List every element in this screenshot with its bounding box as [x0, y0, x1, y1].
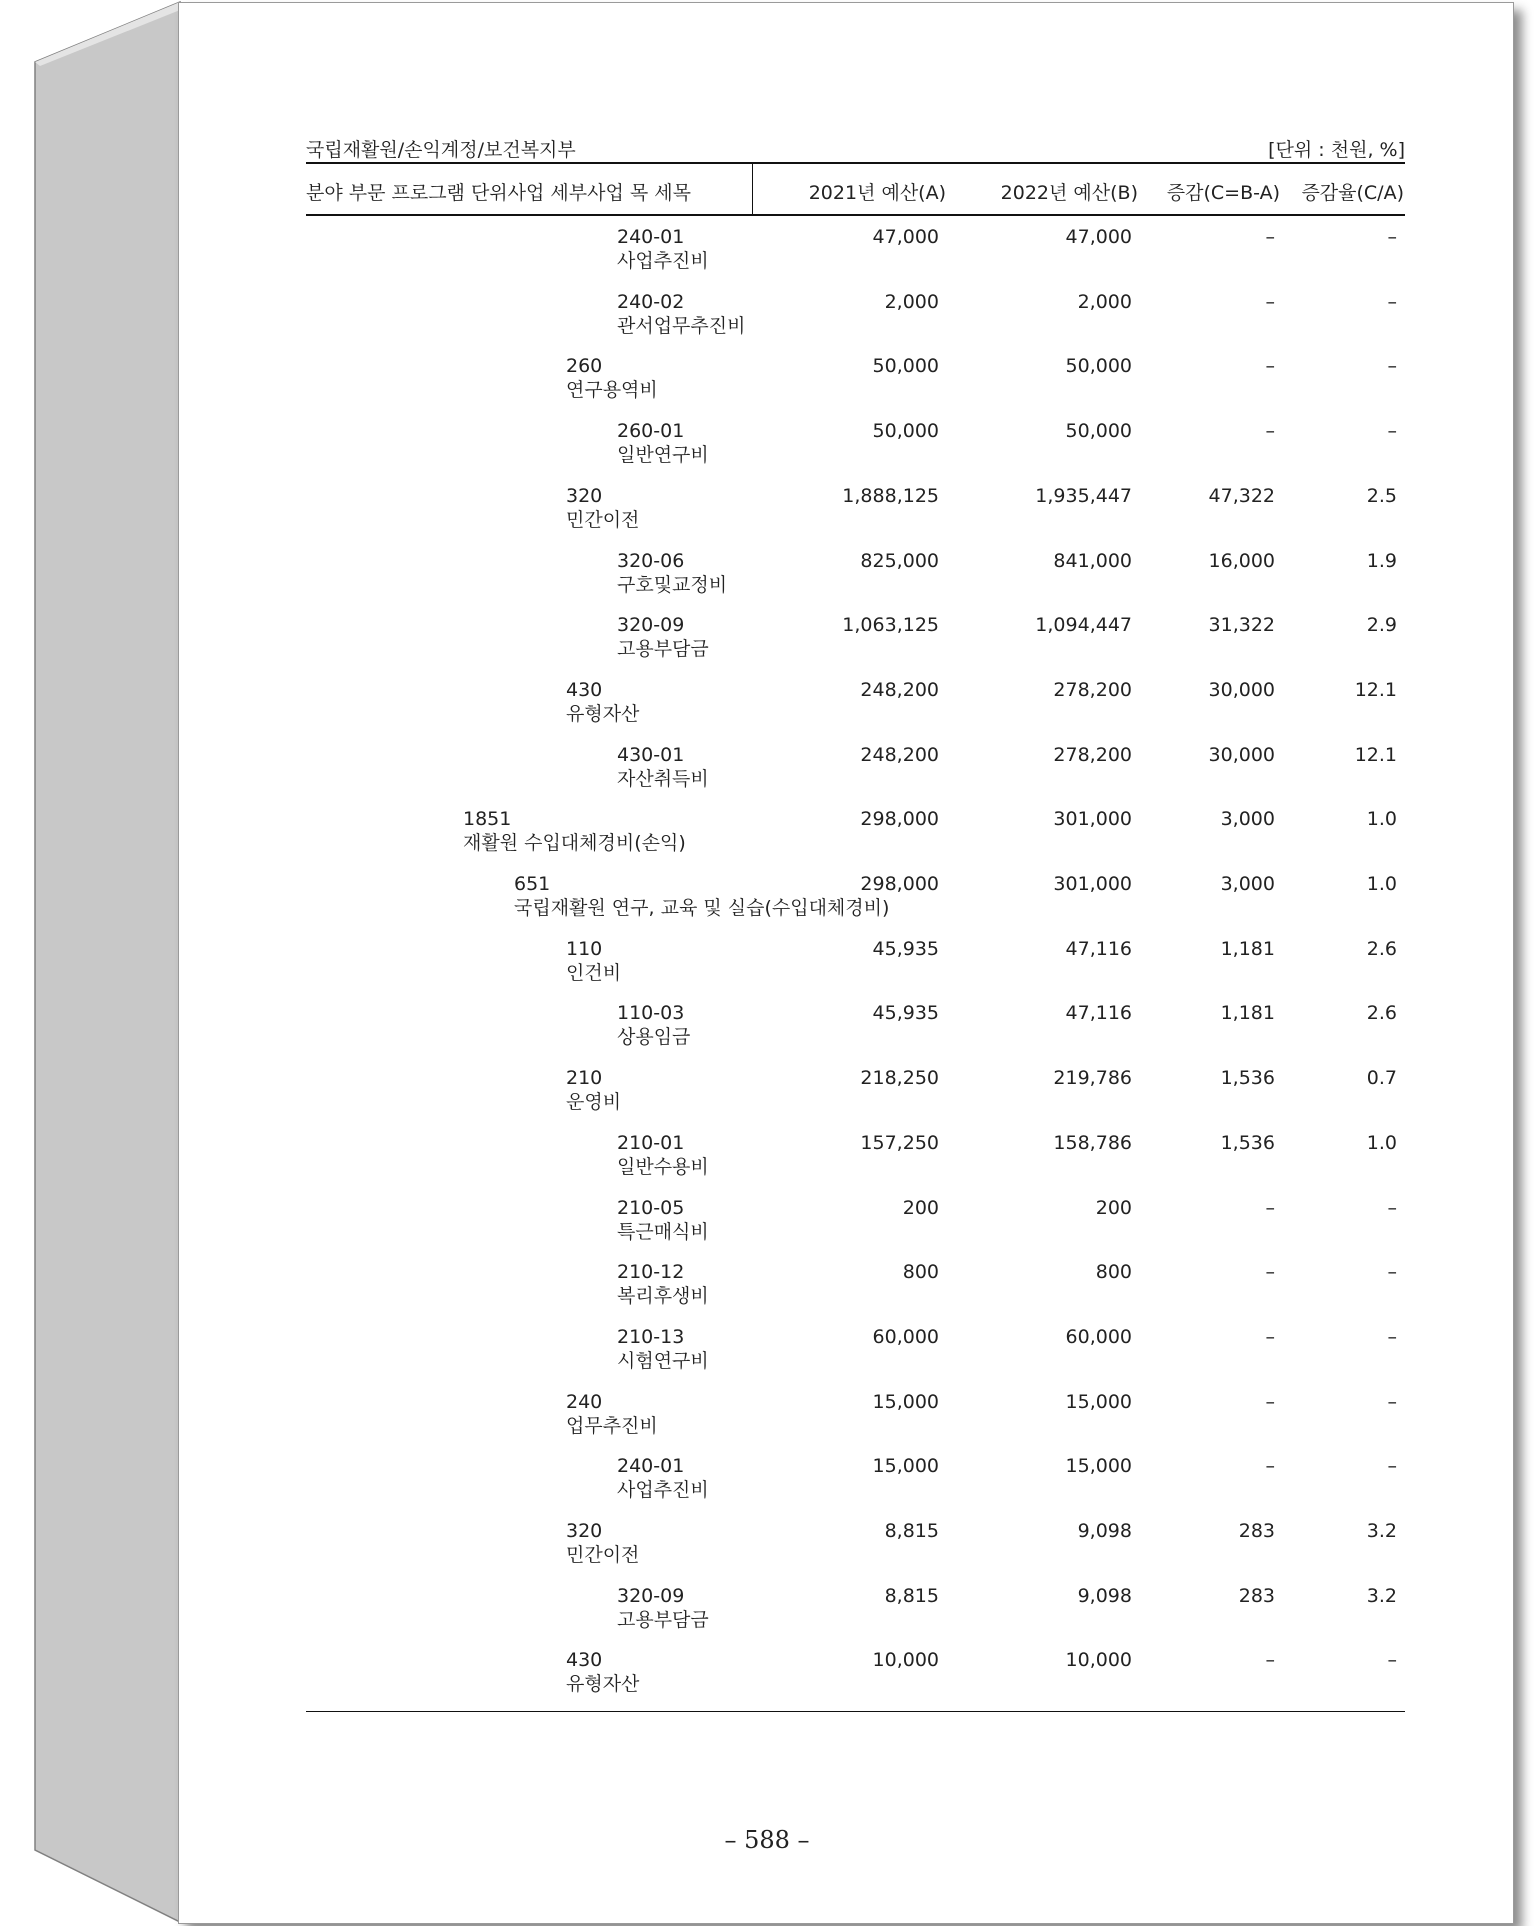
row-change: 283: [1238, 1520, 1275, 1542]
row-code: 1851: [463, 808, 512, 831]
row-name: 구호및교정비: [617, 573, 728, 596]
row-change: –: [1265, 1390, 1275, 1413]
row-change: –: [1265, 1649, 1275, 1672]
row-code: 240-02: [617, 290, 685, 313]
row-name: 사업추진비: [617, 1479, 709, 1502]
row-change: 1,181: [1220, 937, 1275, 960]
row-rate: –: [1387, 1649, 1397, 1672]
row-code: 110-03: [617, 1002, 685, 1025]
row-name: 고용부담금: [617, 638, 709, 661]
row-change: 1,536: [1220, 1131, 1275, 1154]
row-code: 430: [566, 1649, 603, 1672]
row-code: 210-13: [617, 1325, 685, 1348]
row-code: 210-01: [617, 1131, 685, 1154]
row-budget-2022: 50,000: [1065, 355, 1132, 378]
row-budget-2021: 1,888,125: [842, 484, 939, 507]
row-change: 30,000: [1208, 678, 1275, 701]
table-row: [0, 679, 1534, 743]
row-budget-2021: 47,000: [872, 226, 939, 248]
row-code: 240-01: [617, 1455, 685, 1478]
row-name: 고용부담금: [617, 1608, 709, 1631]
table-row: [0, 1649, 1534, 1713]
row-budget-2022: 841,000: [1053, 549, 1132, 572]
row-change: 31,322: [1208, 614, 1275, 637]
row-budget-2022: 9,098: [1077, 1584, 1132, 1607]
row-name: 사업추진비: [617, 250, 709, 272]
row-rate: 1.0: [1366, 1131, 1397, 1154]
row-code: 651: [514, 873, 551, 895]
document-title: 국립재활원/손익계정/보건복지부: [306, 139, 576, 161]
table-top-rule: [306, 162, 1405, 164]
table-row: [0, 873, 1534, 937]
row-name: 복리후생비: [617, 1285, 709, 1308]
row-name: 일반수용비: [617, 1155, 709, 1178]
row-change: –: [1265, 1325, 1275, 1348]
row-name: 국립재활원 연구, 교육 및 실습(수입대체경비): [514, 897, 890, 919]
row-name: 유형자산: [566, 702, 640, 725]
table-row: [0, 938, 1534, 1002]
row-budget-2021: 15,000: [872, 1390, 939, 1413]
row-code: 430: [566, 678, 603, 701]
row-budget-2021: 800: [902, 1261, 939, 1284]
row-budget-2022: 1,935,447: [1035, 484, 1132, 507]
row-code: 110: [566, 937, 603, 960]
row-name: 민간이전: [566, 1544, 640, 1566]
row-budget-2022: 158,786: [1053, 1131, 1132, 1154]
row-rate: 2.5: [1366, 484, 1397, 507]
row-code: 210-12: [617, 1261, 685, 1284]
row-rate: –: [1387, 355, 1397, 378]
row-budget-2021: 45,935: [872, 1002, 939, 1025]
row-budget-2021: 298,000: [860, 808, 939, 831]
row-name: 일반연구비: [617, 444, 709, 467]
row-budget-2022: 219,786: [1053, 1067, 1132, 1090]
row-name: 유형자산: [566, 1673, 640, 1696]
row-budget-2022: 15,000: [1065, 1455, 1132, 1478]
row-rate: 0.7: [1366, 1067, 1397, 1090]
row-code: 240-01: [617, 226, 685, 248]
header-budget-2022: 2022년 예산(B): [1000, 182, 1138, 204]
row-change: –: [1265, 1261, 1275, 1284]
header-change: 증감(C=B-A): [1166, 182, 1280, 204]
header-budget-2021: 2021년 예산(A): [808, 182, 946, 204]
table-row: [0, 1326, 1534, 1390]
row-budget-2021: 45,935: [872, 937, 939, 960]
row-change: –: [1265, 1455, 1275, 1478]
row-rate: –: [1387, 1325, 1397, 1348]
row-rate: –: [1387, 420, 1397, 443]
row-budget-2021: 50,000: [872, 355, 939, 378]
table-row: [0, 744, 1534, 808]
row-budget-2022: 278,200: [1053, 678, 1132, 701]
row-name: 업무추진비: [566, 1414, 658, 1437]
row-name: 민간이전: [566, 508, 640, 531]
unit-label: [단위 : 천원, %]: [1268, 139, 1405, 161]
table-row: [0, 1067, 1534, 1131]
row-budget-2021: 8,815: [884, 1584, 939, 1607]
row-budget-2022: 1,094,447: [1035, 614, 1132, 637]
row-budget-2021: 157,250: [860, 1131, 939, 1154]
row-code: 320-06: [617, 549, 685, 572]
row-rate: –: [1387, 290, 1397, 313]
row-budget-2021: 8,815: [884, 1520, 939, 1542]
row-budget-2021: 50,000: [872, 420, 939, 443]
row-budget-2022: 47,116: [1065, 937, 1132, 960]
row-change: 283: [1238, 1584, 1275, 1607]
header-category: 분야 부문 프로그램 단위사업 세부사업 목 세목: [306, 182, 691, 204]
row-code: 320: [566, 484, 603, 507]
header-rate: 증감율(C/A): [1301, 182, 1404, 204]
row-change: 1,181: [1220, 1002, 1275, 1025]
row-change: 3,000: [1220, 873, 1275, 895]
row-rate: 12.1: [1354, 743, 1397, 766]
row-budget-2021: 1,063,125: [842, 614, 939, 637]
row-name: 운영비: [566, 1091, 622, 1114]
row-rate: 1.0: [1366, 808, 1397, 831]
row-code: 320-09: [617, 1584, 685, 1607]
row-name: 재활원 수입대체경비(손익): [463, 832, 686, 855]
row-name: 인건비: [566, 961, 622, 984]
row-code: 430-01: [617, 743, 685, 766]
row-change: –: [1265, 355, 1275, 378]
row-budget-2021: 218,250: [860, 1067, 939, 1090]
table-row: [0, 226, 1534, 290]
row-rate: 3.2: [1366, 1584, 1397, 1607]
row-budget-2022: 15,000: [1065, 1390, 1132, 1413]
row-change: –: [1265, 226, 1275, 248]
row-budget-2022: 47,116: [1065, 1002, 1132, 1025]
table-row: [0, 550, 1534, 614]
table-row: [0, 1455, 1534, 1519]
row-name: 시험연구비: [617, 1349, 709, 1372]
row-change: 30,000: [1208, 743, 1275, 766]
table-row: [0, 1520, 1534, 1584]
row-budget-2021: 15,000: [872, 1455, 939, 1478]
row-rate: 1.0: [1366, 873, 1397, 895]
table-row: [0, 1261, 1534, 1325]
row-rate: 2.6: [1366, 937, 1397, 960]
table-row: [0, 420, 1534, 484]
row-budget-2021: 248,200: [860, 678, 939, 701]
row-change: 1,536: [1220, 1067, 1275, 1090]
row-name: 연구용역비: [566, 379, 658, 402]
row-name: 상용임금: [617, 1026, 691, 1049]
row-budget-2022: 47,000: [1065, 226, 1132, 248]
row-budget-2022: 800: [1095, 1261, 1132, 1284]
row-change: 16,000: [1208, 549, 1275, 572]
row-rate: –: [1387, 226, 1397, 248]
row-name: 관서업무추진비: [617, 314, 746, 337]
table-row: [0, 1132, 1534, 1196]
row-code: 260: [566, 355, 603, 378]
row-budget-2021: 298,000: [860, 873, 939, 895]
page-number: – 588 –: [724, 1826, 810, 1854]
row-rate: 2.6: [1366, 1002, 1397, 1025]
table-row: [0, 614, 1534, 678]
table-row: [0, 808, 1534, 872]
row-name: 특근매식비: [617, 1220, 709, 1243]
table-bottom-rule: [306, 1711, 1405, 1712]
row-change: –: [1265, 1196, 1275, 1219]
row-rate: –: [1387, 1390, 1397, 1413]
row-rate: 3.2: [1366, 1520, 1397, 1542]
row-budget-2022: 50,000: [1065, 420, 1132, 443]
row-code: 320: [566, 1520, 603, 1542]
row-code: 260-01: [617, 420, 685, 443]
table-row: [0, 291, 1534, 355]
row-budget-2022: 2,000: [1077, 290, 1132, 313]
row-code: 210-05: [617, 1196, 685, 1219]
row-code: 240: [566, 1390, 603, 1413]
row-change: –: [1265, 290, 1275, 313]
row-rate: –: [1387, 1196, 1397, 1219]
row-code: 210: [566, 1067, 603, 1090]
header-bottom-rule: [306, 214, 1405, 216]
row-budget-2022: 301,000: [1053, 808, 1132, 831]
header-column-separator: [752, 164, 753, 216]
row-code: 320-09: [617, 614, 685, 637]
row-budget-2021: 2,000: [884, 290, 939, 313]
row-budget-2022: 10,000: [1065, 1649, 1132, 1672]
row-rate: 12.1: [1354, 678, 1397, 701]
row-budget-2021: 825,000: [860, 549, 939, 572]
table-row: [0, 1391, 1534, 1455]
row-change: 3,000: [1220, 808, 1275, 831]
row-rate: 1.9: [1366, 549, 1397, 572]
row-budget-2022: 9,098: [1077, 1520, 1132, 1542]
row-budget-2022: 301,000: [1053, 873, 1132, 895]
row-change: –: [1265, 420, 1275, 443]
table-row: [0, 1002, 1534, 1066]
row-budget-2021: 200: [902, 1196, 939, 1219]
row-budget-2021: 10,000: [872, 1649, 939, 1672]
table-row: [0, 485, 1534, 549]
row-name: 자산취득비: [617, 767, 709, 790]
row-rate: –: [1387, 1261, 1397, 1284]
table-row: [0, 355, 1534, 419]
row-budget-2022: 200: [1095, 1196, 1132, 1219]
row-change: 47,322: [1208, 484, 1275, 507]
table-row: [0, 1197, 1534, 1261]
row-budget-2022: 60,000: [1065, 1325, 1132, 1348]
row-budget-2021: 248,200: [860, 743, 939, 766]
row-budget-2021: 60,000: [872, 1325, 939, 1348]
table-row: [0, 1585, 1534, 1649]
row-budget-2022: 278,200: [1053, 743, 1132, 766]
row-rate: 2.9: [1366, 614, 1397, 637]
row-rate: –: [1387, 1455, 1397, 1478]
